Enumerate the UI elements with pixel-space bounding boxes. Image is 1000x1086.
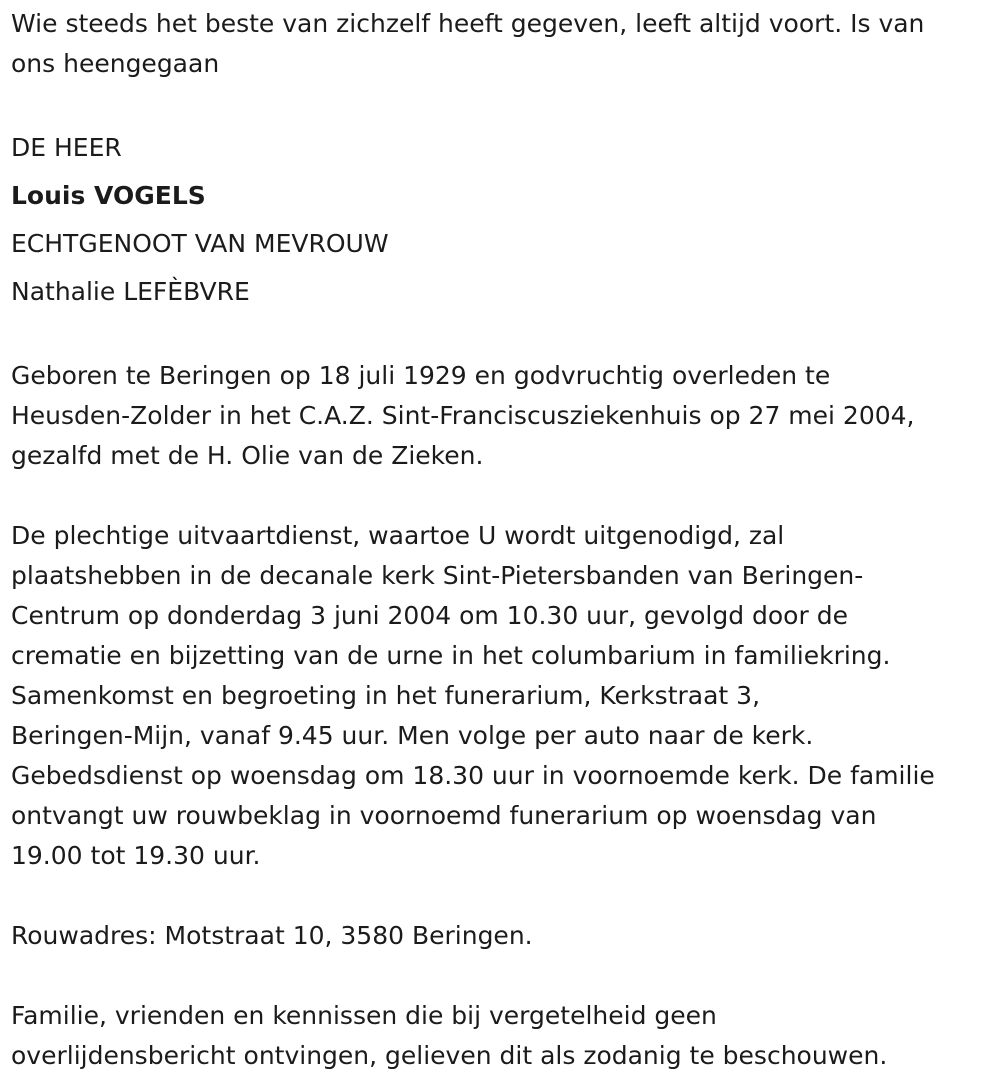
service-line: plaatshebben in de decanale kerk Sint-Pietersbanden van Beringen- bbox=[11, 561, 864, 590]
mourning-address: Rouwadres: Motstraat 10, 3580 Beringen. bbox=[11, 921, 533, 950]
service-line: Gebedsdienst op woensdag om 18.30 uur in voornoemde kerk. De familie bbox=[11, 761, 935, 790]
spacer bbox=[11, 956, 993, 996]
death-notice bbox=[11, 4, 993, 1076]
service-line: Centrum op donderdag 3 juni 2004 om 10.30 uur, gevolgd door de bbox=[11, 601, 848, 630]
closing-paragraph bbox=[11, 996, 993, 1076]
spacer bbox=[11, 476, 993, 516]
service-line: Samenkomst en begroeting in het funerarium, Kerkstraat 3, bbox=[11, 681, 761, 710]
service-line: 19.00 tot 19.30 uur. bbox=[11, 841, 261, 870]
spacer bbox=[11, 84, 993, 124]
service-line: Beringen-Mijn, vanaf 9.45 uur. Men volge per auto naar de kerk. bbox=[11, 721, 814, 750]
service-paragraph bbox=[11, 516, 993, 876]
service-line: ontvangt uw rouwbeklag in voornoemd funerarium op woensdag van bbox=[11, 801, 877, 830]
intro-line: Wie steeds het beste van zichzelf heeft gegeven, leeft altijd voort. Is van bbox=[11, 9, 925, 38]
spacer bbox=[11, 876, 993, 916]
service-line: De plechtige uitvaartdienst, waartoe U wordt uitgenodigd, zal bbox=[11, 521, 785, 550]
birth-death-line: Geboren te Beringen op 18 juli 1929 en godvruchtig overleden te bbox=[11, 361, 831, 390]
intro-paragraph bbox=[11, 4, 993, 84]
spacer bbox=[11, 316, 993, 356]
birth-death-line: Heusden-Zolder in het C.A.Z. Sint-Franciscusziekenhuis op 27 mei 2004, bbox=[11, 401, 915, 430]
birth-death-line: gezalfd met de H. Olie van de Zieken. bbox=[11, 441, 484, 470]
closing-line: Familie, vrienden en kennissen die bij vergetelheid geen bbox=[11, 1001, 717, 1030]
name-block bbox=[11, 124, 993, 316]
spouse-title: ECHTGENOOT VAN MEVROUW bbox=[11, 229, 389, 258]
address-paragraph bbox=[11, 916, 993, 956]
birth-death-paragraph bbox=[11, 356, 993, 476]
deceased-name: Louis VOGELS bbox=[11, 181, 206, 210]
spouse-name: Nathalie LEFÈBVRE bbox=[11, 277, 250, 306]
service-line: crematie en bijzetting van de urne in het columbarium in familiekring. bbox=[11, 641, 891, 670]
closing-line: overlijdensbericht ontvingen, gelieven dit als zodanig te beschouwen. bbox=[11, 1041, 888, 1070]
intro-line: ons heengegaan bbox=[11, 49, 220, 78]
honorific: DE HEER bbox=[11, 133, 122, 162]
